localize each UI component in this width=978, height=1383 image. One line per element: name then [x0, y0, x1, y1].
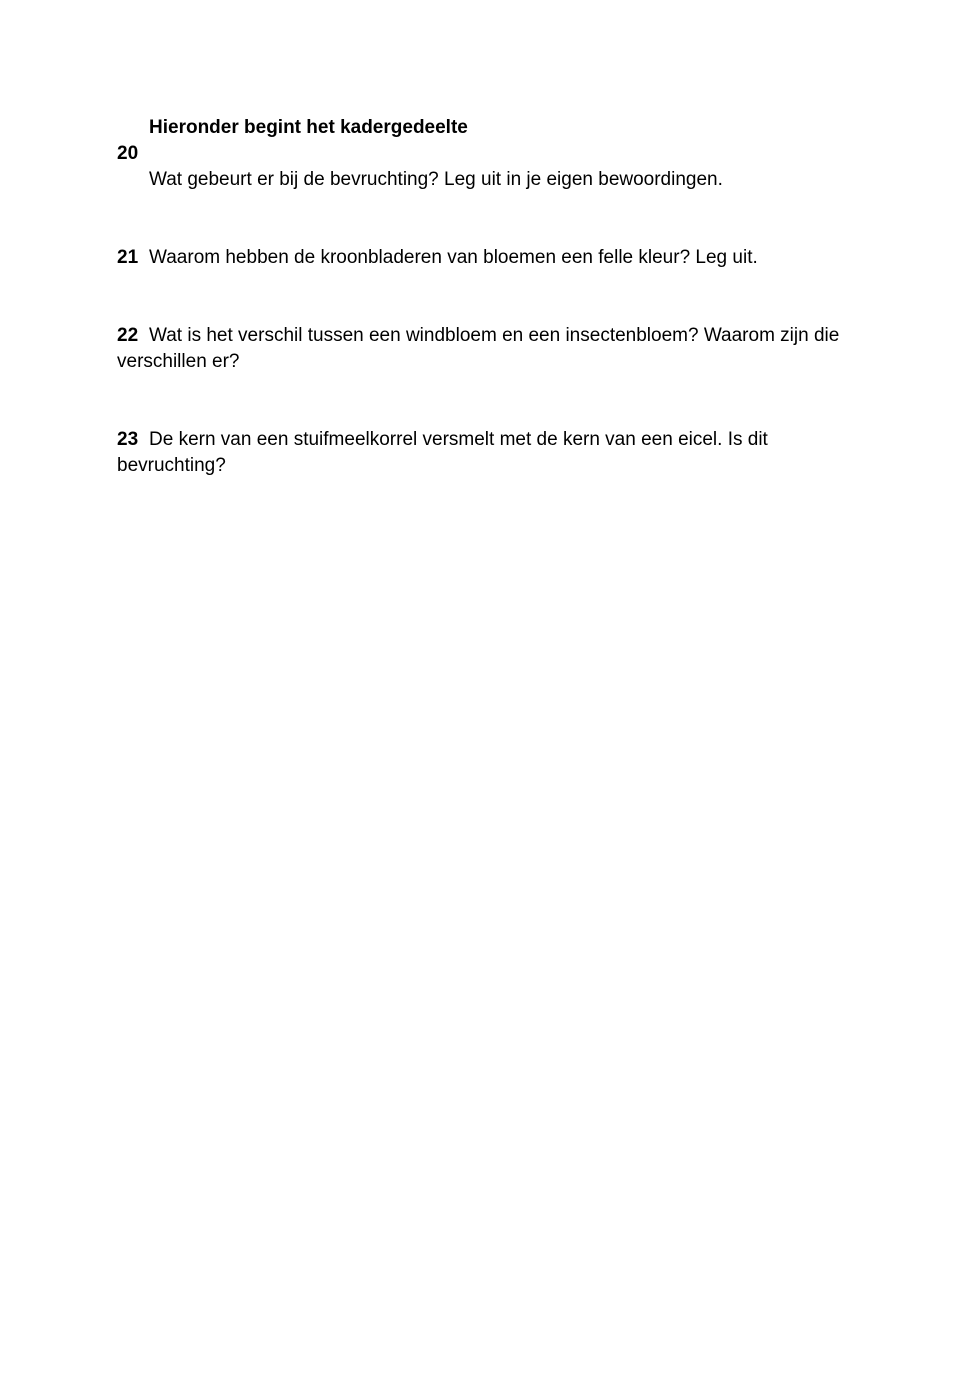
question-number: 23: [117, 429, 139, 450]
question-22: [117, 323, 857, 375]
section-heading: Hieronder begint het kadergedeelte: [149, 117, 468, 138]
question-21: [117, 245, 857, 271]
question-20: [117, 115, 857, 193]
question-number: 21: [117, 247, 139, 268]
question-text: Waarom hebben de kroonbladeren van bloemen een felle kleur? Leg uit.: [149, 247, 758, 268]
question-number: 20: [117, 143, 139, 164]
question-text: Wat is het verschil tussen een windbloem en een insectenbloem? Waarom zijn die verschillen er?: [117, 325, 840, 372]
question-text: Wat gebeurt er bij de bevruchting? Leg uit in je eigen bewoordingen.: [149, 169, 723, 190]
question-number: 22: [117, 325, 139, 346]
question-23: [117, 427, 857, 479]
question-text: De kern van een stuifmeelkorrel versmelt met de kern van een eicel. Is dit bevruchting?: [117, 429, 768, 476]
